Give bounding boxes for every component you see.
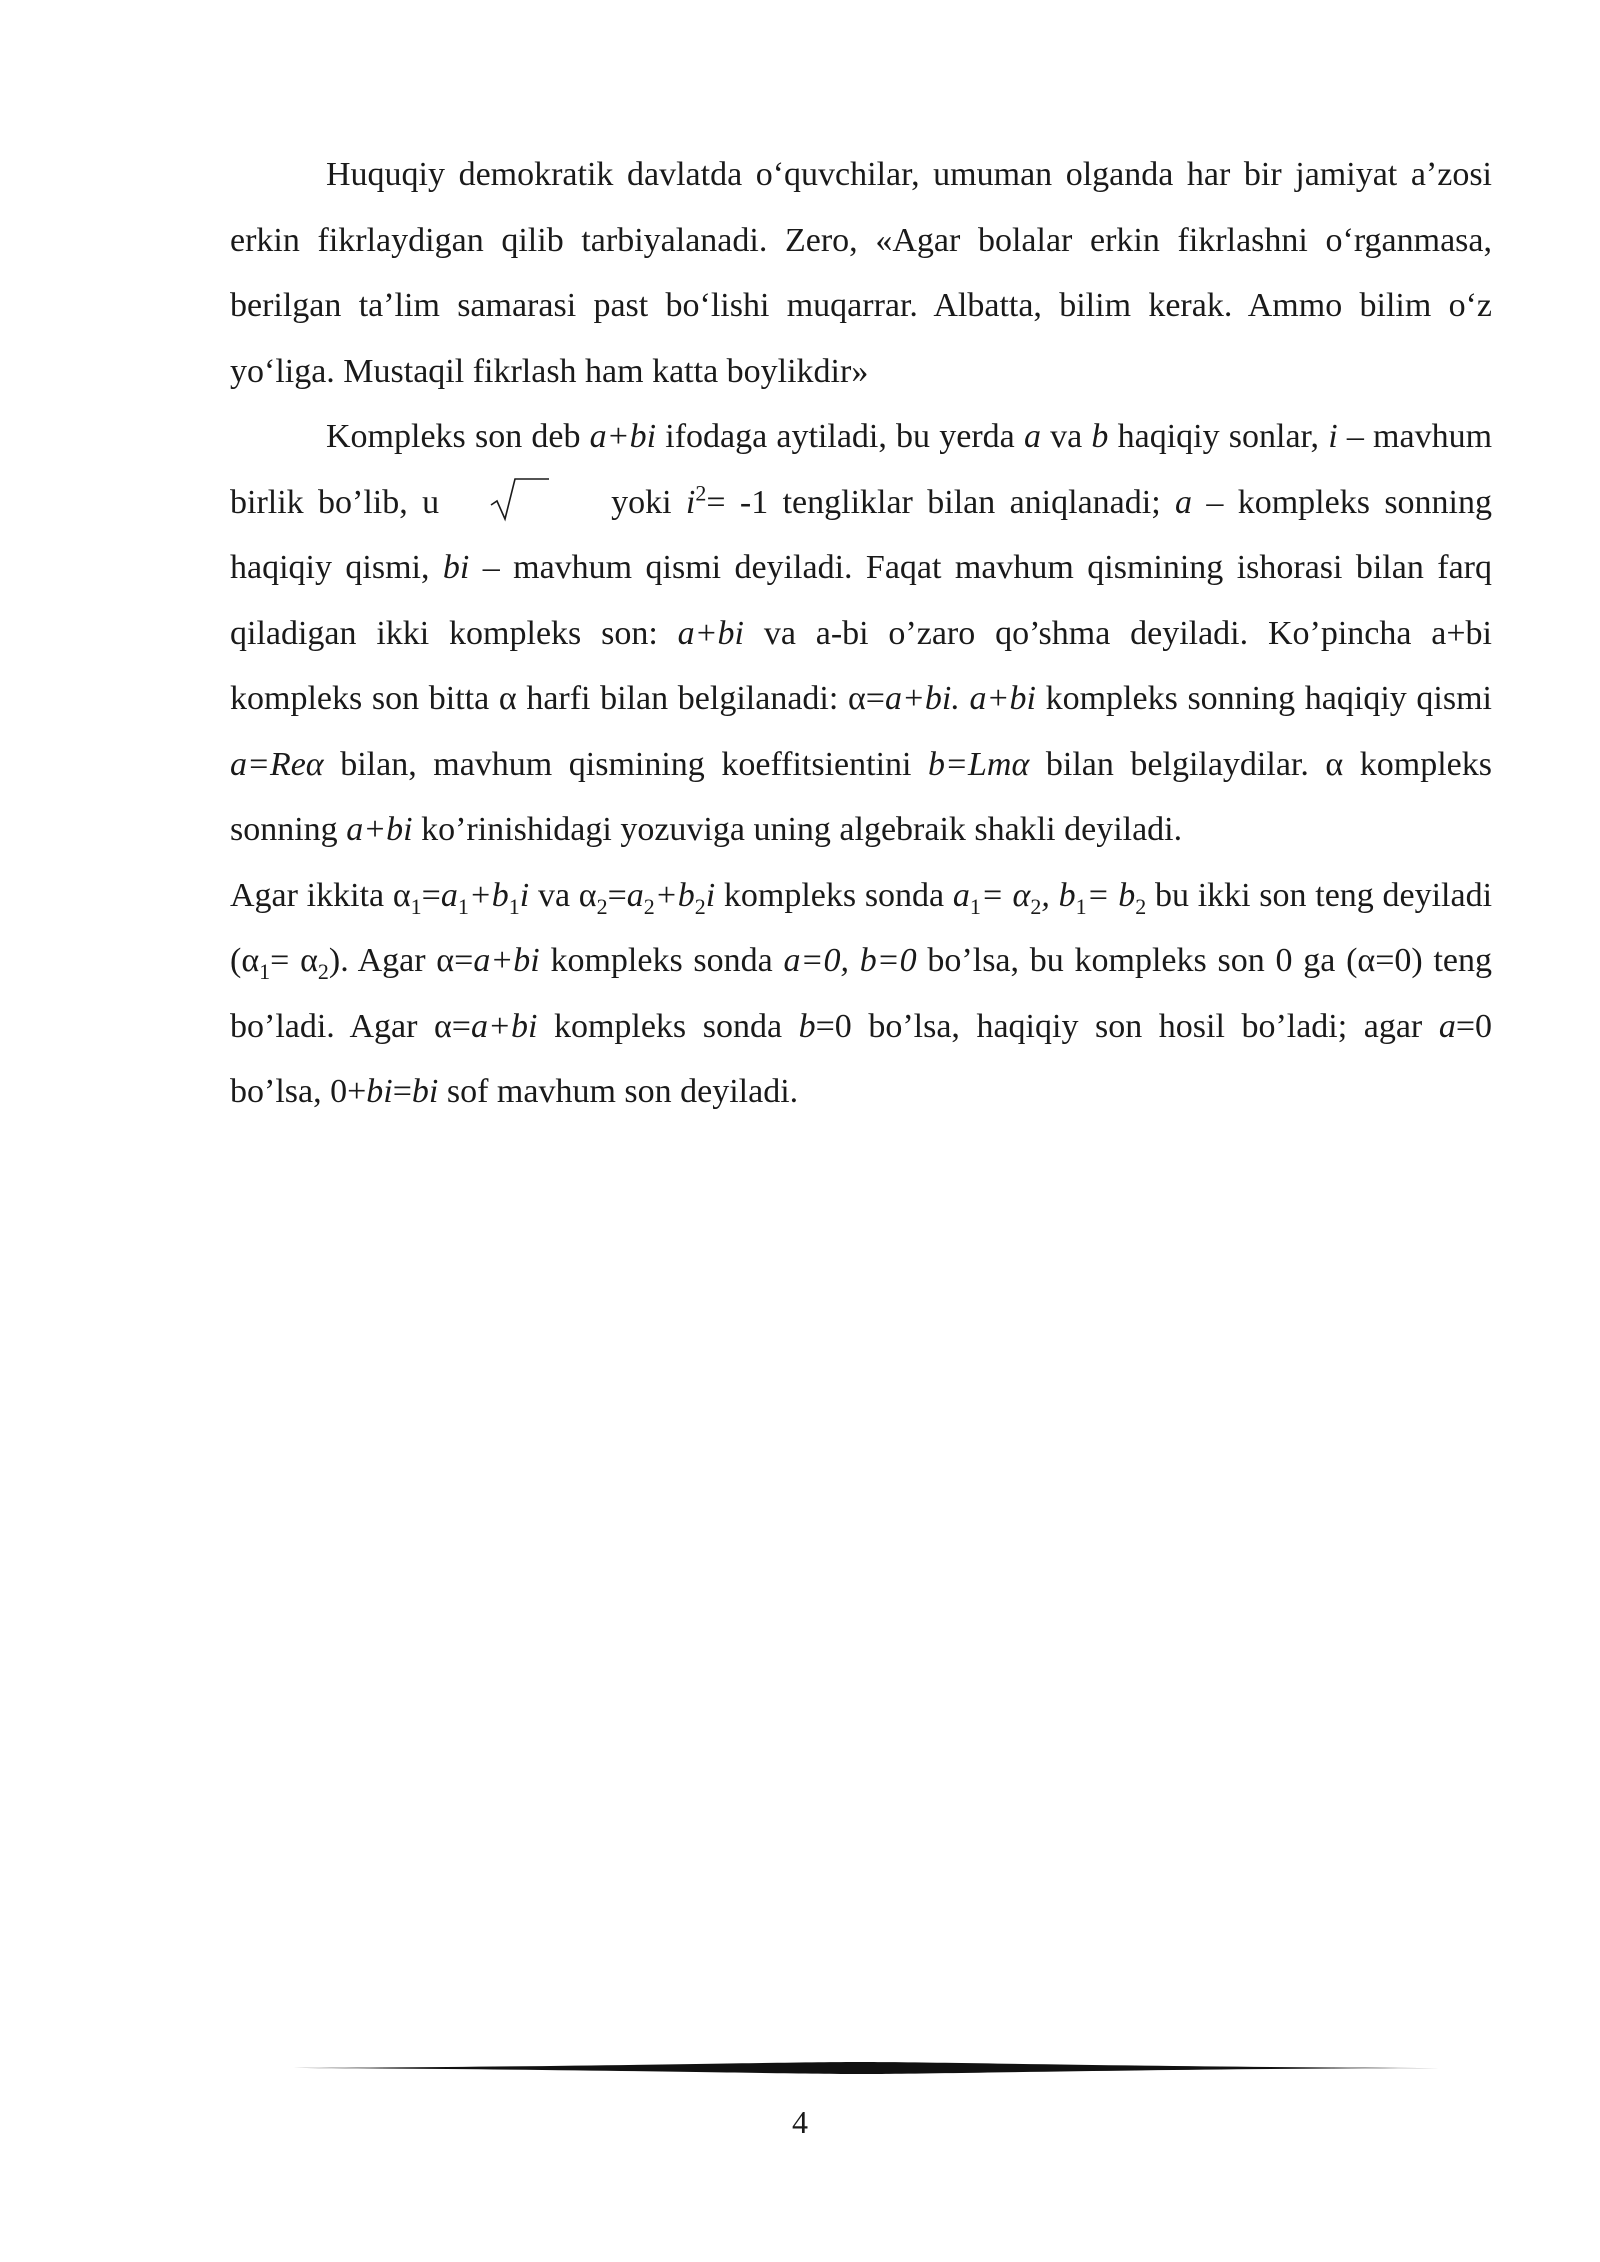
math-run: b: [1091, 418, 1109, 455]
math-run: i: [685, 483, 696, 521]
text-run: =0 bo’lsa, haqiqiy son hosil bo’ladi; agar: [815, 1007, 1439, 1045]
math-run: , b: [1041, 876, 1076, 914]
math-run: a: [1023, 418, 1041, 455]
subscript: 2: [694, 893, 706, 919]
page-body: [230, 142, 1492, 1125]
text-run: ). Agar α=: [328, 942, 474, 979]
math-run: a+bi: [471, 1007, 538, 1045]
text-run: kompleks sonda: [715, 876, 953, 914]
math-run: a: [952, 876, 970, 914]
subscript: 2: [317, 958, 329, 984]
math-run: b: [798, 1007, 816, 1045]
math-run: a+bi: [473, 942, 540, 979]
text-run: =0 bo’lsa, 0+: [230, 1007, 1492, 1110]
text-run: [960, 680, 970, 717]
text-run: kompleks sonda: [537, 1007, 799, 1045]
math-run: i: [705, 876, 716, 914]
math-run: a+bi: [346, 811, 413, 848]
square-root-icon: [489, 475, 551, 523]
math-run: = b: [1086, 876, 1136, 914]
math-run: bi: [366, 1073, 393, 1110]
math-run: a: [1175, 483, 1193, 521]
text-run: sof mavhum son deyiladi.: [438, 1073, 799, 1110]
math-run: +b: [468, 876, 509, 914]
text-run: haqiqiy sonlar,: [1108, 418, 1329, 455]
text-run: bilan belgilaydilar. α kompleks sonning: [230, 745, 1492, 848]
subscript: 1: [508, 893, 520, 919]
math-run: a+bi: [677, 614, 744, 652]
subscript: 1: [259, 958, 271, 984]
paragraph-3: [230, 863, 1492, 1125]
math-run: +b: [654, 876, 695, 914]
text-run: yoki: [611, 483, 686, 521]
text-run: =: [607, 876, 627, 914]
math-run: i: [1328, 418, 1338, 455]
text-run: – mavhum birlik bo’lib, u: [230, 418, 1493, 521]
math-run: i: [519, 876, 530, 914]
footer-rule: [280, 2058, 1440, 2078]
text-run: kompleks sonning haqiqiy qismi: [1035, 680, 1493, 717]
math-run: a: [1438, 1007, 1456, 1045]
math-run: a: [626, 876, 644, 914]
text-run: Agar ikkita α: [230, 876, 411, 914]
subscript: 1: [457, 893, 469, 919]
math-run: a+bi: [969, 680, 1036, 717]
math-run: = α: [980, 876, 1031, 914]
math-run: a=Reα: [230, 745, 324, 783]
subscript: 1: [1075, 893, 1087, 919]
math-run: a: [440, 876, 458, 914]
text-run: = -1 tengliklar bilan aniqlanadi;: [706, 483, 1176, 521]
text-run: bilan, mavhum qismining koeffitsientini: [323, 745, 929, 783]
subscript: 2: [596, 893, 608, 919]
text-run: ko’rinishidagi yozuviga uning algebraik shakli deyiladi.: [412, 811, 1183, 848]
text-run: =: [392, 1073, 412, 1110]
page-number: 4: [792, 2104, 808, 2140]
text-run: – mavhum qismi deyiladi. Faqat mavhum qismining ishorasi bilan farq qiladigan ikki kompleks son:: [230, 549, 1492, 652]
subscript: 1: [969, 893, 981, 919]
subscript: 2: [1135, 893, 1147, 919]
paragraph-2: [230, 404, 1492, 863]
math-run: bi: [411, 1073, 439, 1110]
math-run: bi: [442, 549, 470, 586]
text-run: =: [421, 876, 441, 914]
text-run: = α: [270, 942, 318, 979]
subscript: 2: [1030, 893, 1042, 919]
text-run: va a-bi o’zaro qo’shma deyiladi. Ko’pincha a+bi kompleks son bitta α harfi bilan belgilanadi: α=: [230, 614, 1492, 717]
math-run: a+bi: [589, 418, 657, 455]
text-run: va: [1040, 418, 1092, 455]
math-run: a=0, b=0: [783, 942, 917, 979]
math-run: b=Lmα: [928, 745, 1030, 783]
paragraph-1-text: Huquqiy demokratik davlatda oʻquvchilar, umuman olganda har bir jamiyat aʼzosi erkin fikrlaydigan qilib tarbiyalanadi. Zero, «Agar bolalar erkin fikrlashni oʻrganmasa, berilgan taʼlim samarasi past boʻlishi muqarrar. Albatta, bilim kerak. Ammo bilim oʻz yoʻliga. Mustaqil fikrlash ham katta boylikdir»: [230, 156, 1492, 390]
text-run: kompleks sonda: [539, 942, 784, 979]
subscript: 2: [643, 893, 655, 919]
math-run: a+bi.: [884, 680, 960, 717]
text-run: bu ikki son teng deyiladi (α: [230, 876, 1493, 979]
subscript: 1: [410, 893, 422, 919]
text-run: Kompleks son deb: [326, 418, 590, 455]
superscript: 2: [695, 480, 707, 506]
text-run: va α: [529, 876, 597, 914]
text-run: bo’lsa, bu kompleks son 0 ga (α=0) teng bo’ladi. Agar α=: [230, 942, 1493, 1045]
text-run: – kompleks sonning haqiqiy qismi,: [230, 483, 1492, 586]
paragraph-1: [230, 142, 1492, 404]
text-run: ifodaga aytiladi, bu yerda: [656, 418, 1024, 455]
